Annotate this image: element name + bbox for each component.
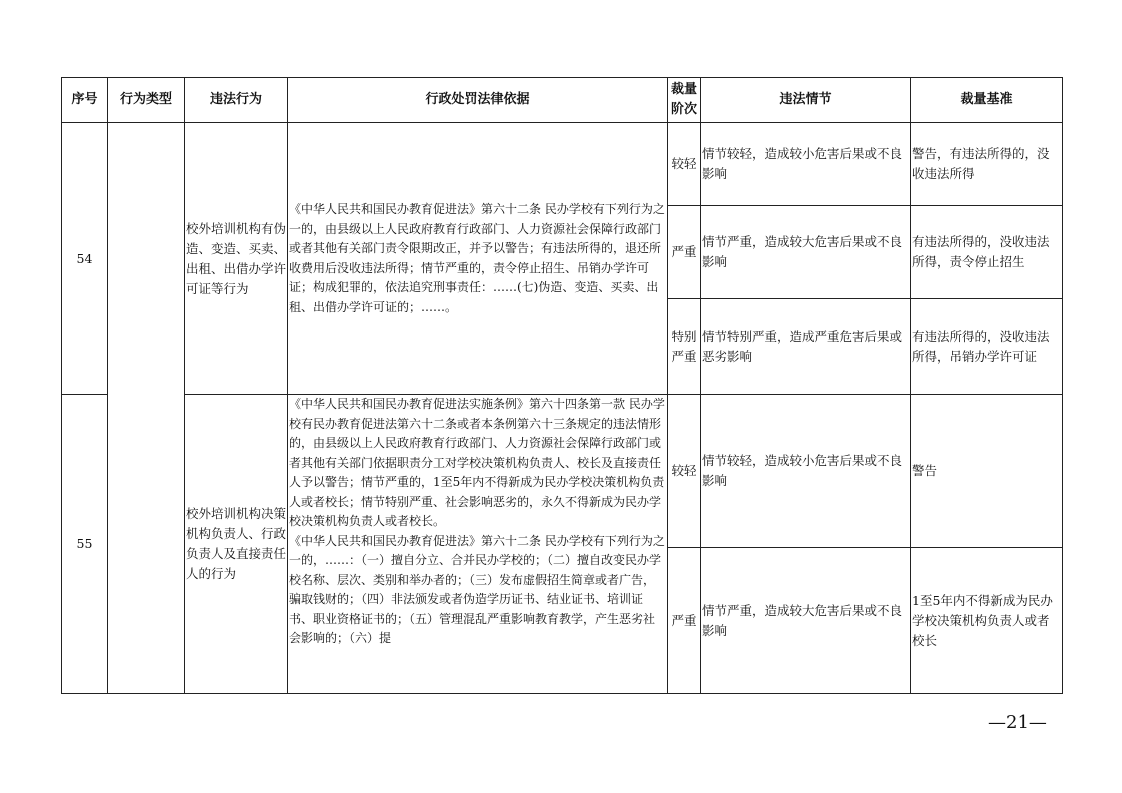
penalty-discretion-table (61, 77, 1063, 694)
row-55-level-2: 严重 (668, 548, 701, 694)
page-number: —21— (988, 712, 1047, 733)
row-55-legal-basis: 《中华人民共和国民办教育促进法实施条例》第六十四条第一款 民办学校有民办教育促进法第六十二条或者本条例第六十三条规定的违法情形的，由县级以上人民政府教育行政部门、人力资源社会保障行政部门或者其他有关部门依据职责分工对学校决策机构负责人、校长及直接责任人予以警告；情节严重的，1至5年内不得新成为民办学校决策机构负责人或者校长；情节特别严重、社会影响恶劣的，永久不得新成为民办学校决策机构负责人或者校长。 (289, 397, 665, 528)
header-standard: 裁量基准 (911, 78, 1063, 123)
header-seq: 序号 (62, 78, 108, 123)
row-55-legal-basis-cell (288, 395, 668, 694)
row-54-circumstance-3: 情节特别严重，造成严重危害后果或恶劣影响 (701, 299, 911, 395)
row-54-standard-3: 有违法所得的，没收违法所得，吊销办学许可证 (911, 299, 1063, 395)
row-55-level-1: 较轻 (668, 395, 701, 548)
row-55-circumstance-1: 情节较轻，造成较小危害后果或不良影响 (701, 395, 911, 548)
row-55-legal-basis-2: 《中华人民共和国民办教育促进法》第六十二条 民办学校有下列行为之一的，……：（一）擅自分立、合并民办学校的；（二）擅自改变民办学校名称、层次、类别和举办者的；（三）发布虚假招生简章或者广告，骗取钱财的；（四）非法颁发或者伪造学历证书、结业证书、培训证书、职业资格证书的；（五）管理混乱严重影响教育教学，产生恶劣社会影响的；（六）提 (289, 533, 665, 645)
header-circumstance: 违法情节 (701, 78, 911, 123)
row-54-illegal-act: 校外培训机构有伪造、变造、买卖、出租、出借办学许可证等行为 (185, 123, 288, 395)
header-legal-basis: 行政处罚法律依据 (288, 78, 668, 123)
row-55-standard-2: 1至5年内不得新成为民办学校决策机构负责人或者校长 (911, 548, 1063, 694)
row-55-illegal-act: 校外培训机构决策机构负责人、行政负责人及直接责任人的行为 (185, 395, 288, 694)
row-55-circumstance-2: 情节严重，造成较大危害后果或不良影响 (701, 548, 911, 694)
row-54-circumstance-1: 情节较轻，造成较小危害后果或不良影响 (701, 123, 911, 206)
header-illegal-act: 违法行为 (185, 78, 288, 123)
row-55-standard-1: 警告 (911, 395, 1063, 548)
row-54-legal-basis: 《中华人民共和国民办教育促进法》第六十二条 民办学校有下列行为之一的，由县级以上人民政府教育行政部门、人力资源社会保障行政部门或者其他有关部门责令限期改正，并予以警告；有违法所得的，退还所收费用后没收违法所得；情节严重的，责令停止招生、吊销办学许可证；构成犯罪的，依法追究刑事责任：……(七)伪造、变造、买卖、出租、出借办学许可证的；……。 (288, 123, 668, 395)
row-55-seq: 55 (62, 395, 108, 694)
header-behavior-type: 行为类型 (108, 78, 185, 123)
table-row (62, 123, 1063, 206)
table-row (62, 395, 1063, 548)
row-54-level-1: 较轻 (668, 123, 701, 206)
row-54-level-2: 严重 (668, 206, 701, 299)
row-54-level-3: 特别严重 (668, 299, 701, 395)
header-discretion-level: 裁量阶次 (668, 78, 701, 123)
behavior-type-cell (108, 123, 185, 694)
row-54-seq: 54 (62, 123, 108, 395)
row-54-standard-1: 警告，有违法所得的，没收违法所得 (911, 123, 1063, 206)
row-54-standard-2: 有违法所得的，没收违法所得，责令停止招生 (911, 206, 1063, 299)
table-header-row (62, 78, 1063, 123)
row-54-circumstance-2: 情节严重，造成较大危害后果或不良影响 (701, 206, 911, 299)
